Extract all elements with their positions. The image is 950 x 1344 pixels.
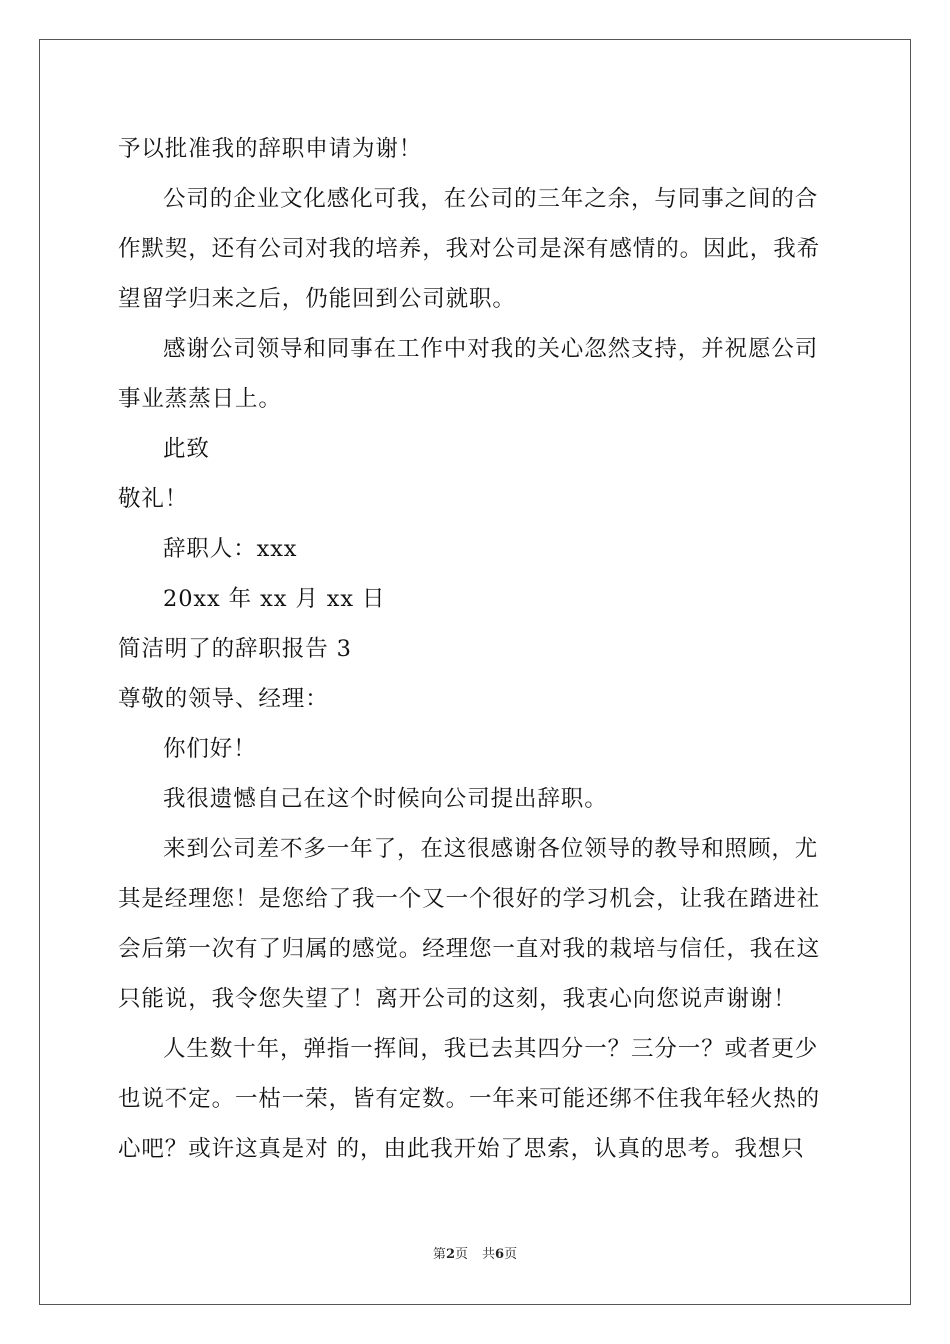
closing-salutation: 此致 [163, 436, 210, 462]
page-mid: 页 [454, 1247, 468, 1262]
section-title: 简洁明了的辞职报告 3 [118, 636, 352, 662]
text-line: 作默契，还有公司对我的培养，我对公司是深有感情的。因此，我希 [118, 236, 821, 262]
current-page-number: 2 [445, 1247, 455, 1262]
page-prefix: 第 [432, 1247, 446, 1262]
text-line: 来到公司差不多一年了，在这很感谢各位领导的教导和照顾，尤 [163, 836, 819, 862]
greeting-addressee: 尊敬的领导、经理： [118, 686, 329, 712]
total-prefix: 共 [482, 1247, 496, 1262]
greeting: 你们好！ [163, 736, 257, 762]
total-page-number: 6 [495, 1247, 505, 1262]
text-line: 其是经理您！是您给了我一个又一个很好的学习机会，让我在踏进社 [118, 886, 821, 912]
total-suffix: 页 [504, 1247, 518, 1262]
date-line: 20xx 年 xx 月 xx 日 [163, 586, 386, 612]
text-line: 公司的企业文化感化可我，在公司的三年之余，与同事之间的合 [163, 186, 819, 212]
text-line: 我很遗憾自己在这个时候向公司提出辞职。 [163, 786, 608, 812]
text-line: 感谢公司领导和同事在工作中对我的关心忽然支持，并祝愿公司 [163, 336, 819, 362]
text-line: 也说不定。一枯一荣，皆有定数。一年来可能还绑不住我年轻火热的 [118, 1086, 821, 1112]
text-line: 事业蒸蒸日上。 [118, 386, 282, 412]
page-border [39, 39, 911, 1305]
text-line: 只能说，我令您失望了！离开公司的这刻，我衷心向您说声谢谢！ [118, 986, 797, 1012]
text-line: 人生数十年，弹指一挥间，我已去其四分一？三分一？或者更少 [163, 1036, 819, 1062]
text-line: 心吧？或许这真是对 的，由此我开始了思索，认真的思考。我想只 [118, 1136, 805, 1162]
page-number-footer [0, 1245, 950, 1265]
text-line: 会后第一次有了归属的感觉。经理您一直对我的栽培与信任，我在这 [118, 936, 821, 962]
text-line: 望留学归来之后，仍能回到公司就职。 [118, 286, 516, 312]
signature-line: 辞职人：xxx [163, 536, 298, 562]
text-line: 予以批准我的辞职申请为谢！ [118, 136, 423, 162]
closing-regards: 敬礼！ [118, 486, 189, 512]
